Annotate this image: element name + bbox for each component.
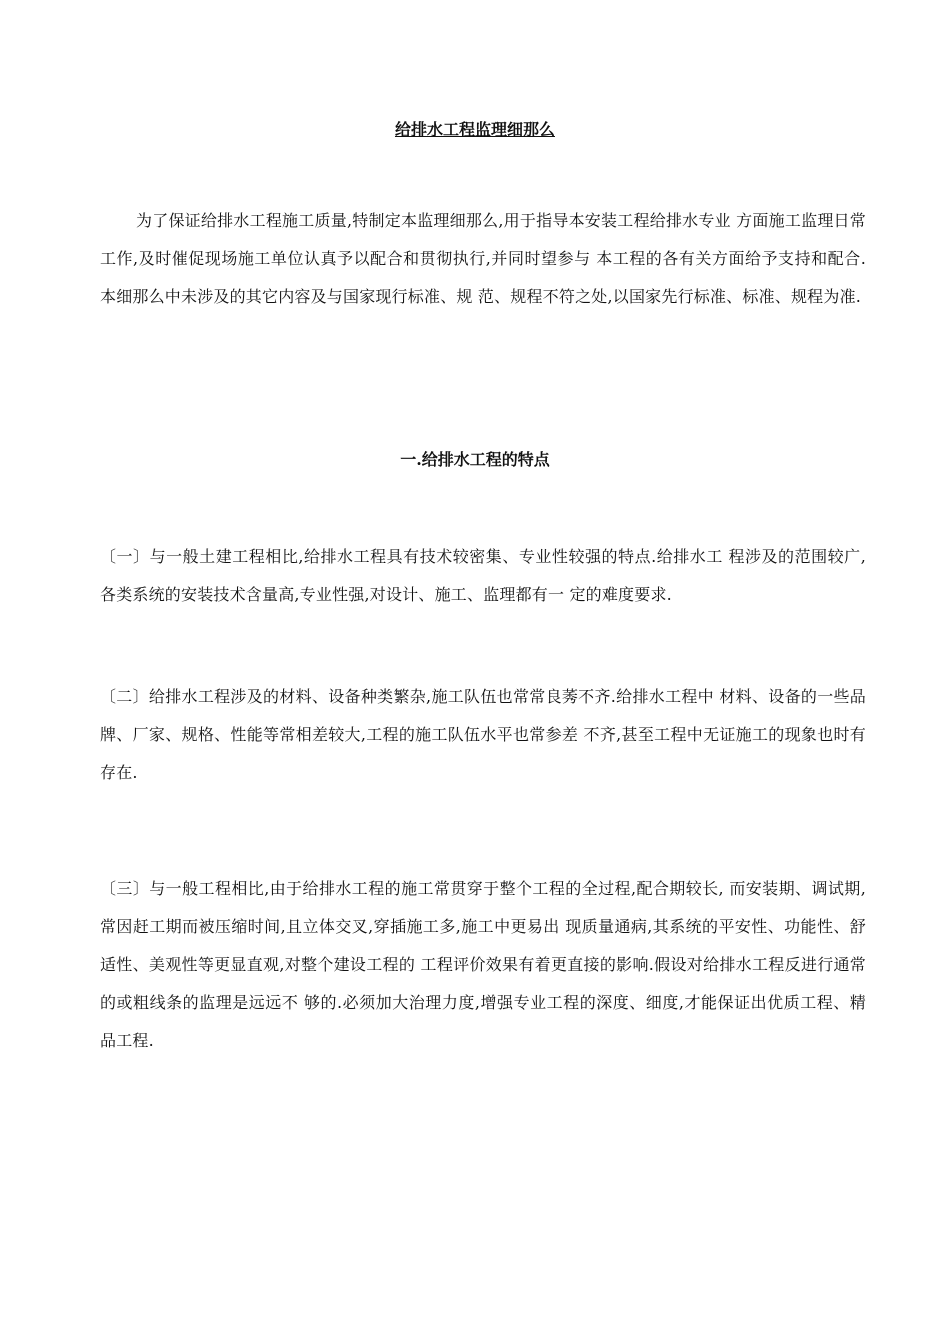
- section-paragraph-1: 〔一〕与一般土建工程相比,给排水工程具有技术较密集、专业性较强的特点.给排水工 程涉及的范围较广,各类系统的安装技术含量高,专业性强,对设计、施工、监理都有一 定的难度要求.: [100, 547, 866, 604]
- section-heading: 一.给排水工程的特点: [400, 450, 550, 469]
- section-paragraph-2: 〔二〕给排水工程涉及的材料、设备种类繁杂,施工队伍也常常良莠不齐.给排水工程中 材料、设备的一些品牌、厂家、规格、性能等常相差较大,工程的施工队伍水平也常参差 不齐,甚至工程中无证施工的现象也时有存在.: [100, 687, 866, 782]
- section-paragraph-3: 〔三〕与一般工程相比,由于给排水工程的施工常贯穿于整个工程的全过程,配合期较长, 而安装期、调试期,常因赶工期而被压缩时间,且立体交叉,穿插施工多,施工中更易出 现质量通病,其系统的平安性、功能性、舒适性、美观性等更显直观,对整个建设工程的 工程评价效果有着更直接的影响.假设对给排水工程反进行通常的或粗线条的监理是远远不 够的.必须加大治理力度,增强专业工程的深度、细度,才能保证出优质工程、精品工程.: [100, 879, 866, 1050]
- document-title: 给排水工程监理细那么: [394, 120, 555, 139]
- intro-paragraph: 为了保证给排水工程施工质量,特制定本监理细那么,用于指导本安装工程给排水专业 方面施工监理日常工作,及时催促现场施工单位认真予以配合和贯彻执行,并同时望参与 本工程的各有关方面给予支持和配合.本细那么中未涉及的其它内容及与国家现行标准、规 范、规程不符之处,以国家先行标准、标准、规程为准.: [100, 211, 866, 306]
